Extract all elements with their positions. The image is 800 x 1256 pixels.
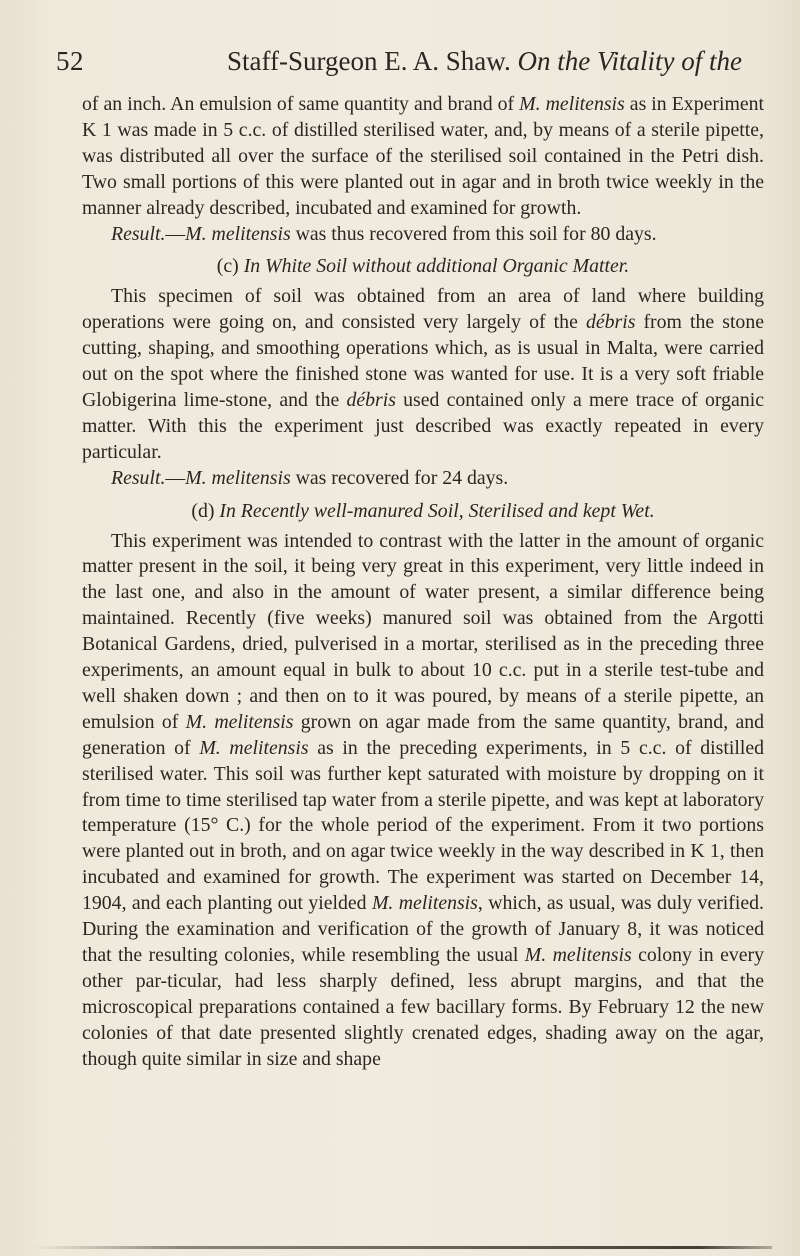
section-heading-c <box>82 254 764 280</box>
species-name: M. melitensis <box>199 736 309 759</box>
species-name: M. melitensis <box>371 892 478 915</box>
text-run: This experiment was intended to contrast with the latter in the amount of organic matter present in the soil, it being very great in this experiment, very little indeed in the last one, and also in the amount of water present, a similar difference being maintained. Recently (five weeks) manured soil was obtained from the Argotti Botanical Gardens, dried, pulverised in a mortar, sterilised as in the preceding three experiments, an amount equal in bulk to about 10 c.c. put in a sterile test-tube and well shaken down ; and then on to it was poured, by means of a sterile pipette, an emulsion of <box>82 529 764 733</box>
text-run: colony in every other par-ticular, had less sharply defined, less abrupt margins, and that the microscopical preparations contained a few bacillary forms. By February 12 the new colonies of that date presented slightly crenated edges, shading away on the agar, though quite similar in size and shape <box>82 944 765 1070</box>
section-title: In White Soil without additional Organic Matter. <box>243 255 630 278</box>
dash: — <box>165 466 186 489</box>
running-head-title: On the Vitality of the <box>517 46 742 76</box>
section-marker: (c) <box>216 255 244 278</box>
body-text <box>82 92 764 1073</box>
text-run: was thus recovered from this soil for 80 days. <box>290 222 657 245</box>
text-run: grown on agar made from the same quantity, brand, and generation of <box>82 710 765 759</box>
page-header <box>56 46 756 80</box>
text-run: This specimen of soil was obtained from an area of land where building operations were going on, and consisted very largely of the <box>82 285 764 334</box>
species-name: M. melitensis <box>524 944 632 966</box>
species-name: M. melitensis <box>519 93 625 115</box>
running-head <box>227 46 742 77</box>
species-name: M. melitensis <box>185 222 291 245</box>
dash: — <box>165 222 186 245</box>
result-paragraph <box>82 466 764 492</box>
species-name: M. melitensis <box>185 466 291 489</box>
section-marker: (d) <box>191 499 220 522</box>
result-label: Result. <box>111 466 166 489</box>
foreign-word: débris <box>585 311 636 334</box>
result-paragraph <box>82 222 764 248</box>
section-title: In Recently well-manured Soil, Sterilised and kept Wet. <box>219 499 655 522</box>
text-run: , which, as usual, was duly verified. During the examination and verification of the growth of January 8, it was noticed that the resulting colonies, while resembling the usual <box>82 892 765 966</box>
paragraph-continuation <box>82 92 764 222</box>
foreign-word: débris <box>346 388 396 411</box>
page-bottom-edge <box>32 1246 772 1249</box>
page-number: 52 <box>56 46 84 76</box>
paragraph <box>82 529 764 1073</box>
species-name: M. melitensis <box>185 710 294 733</box>
text-run: of an inch. An emulsion of same quantity and brand of <box>82 93 520 115</box>
text-run: was recovered for 24 days. <box>290 466 509 489</box>
section-heading-d <box>82 499 764 525</box>
text-run: used contained only a mere trace of organic matter. With this the experiment just described was exactly repeated in every particular. <box>82 388 764 463</box>
result-label: Result. <box>111 222 166 245</box>
paragraph <box>82 284 764 465</box>
text-run: as in the preceding experiments, in 5 c.c. of distilled sterilised water. This soil was further kept saturated with moisture by dropping on it from time to time sterilised tap water from a sterile pipette, and was kept at laboratory temperature (15° C.) for the whole period of the experiment. From it two portions were planted out in broth, and on agar twice weekly in the way described in K 1, then incubated and examined for growth. The experiment was started on December 14, 1904, and each planting out yielded <box>82 736 764 915</box>
text-run: from the stone cutting, shaping, and smoothing operations which, as is usual in Malta, were carried out on the spot where the finished stone was wanted for use. It is a very soft friable Globigerina lime-stone, and the <box>82 311 764 411</box>
running-head-author: Staff-Surgeon E. A. Shaw. <box>227 46 511 76</box>
text-run: as in Experiment K 1 was made in 5 c.c. of distilled sterilised water, and, by means of a sterile pipette, was distributed all over the surface of the sterilised soil contained in the Petri dish. Two small portions of this were planted out in agar and in broth twice weekly in the manner already described, incubated and examined for growth. <box>82 93 764 219</box>
